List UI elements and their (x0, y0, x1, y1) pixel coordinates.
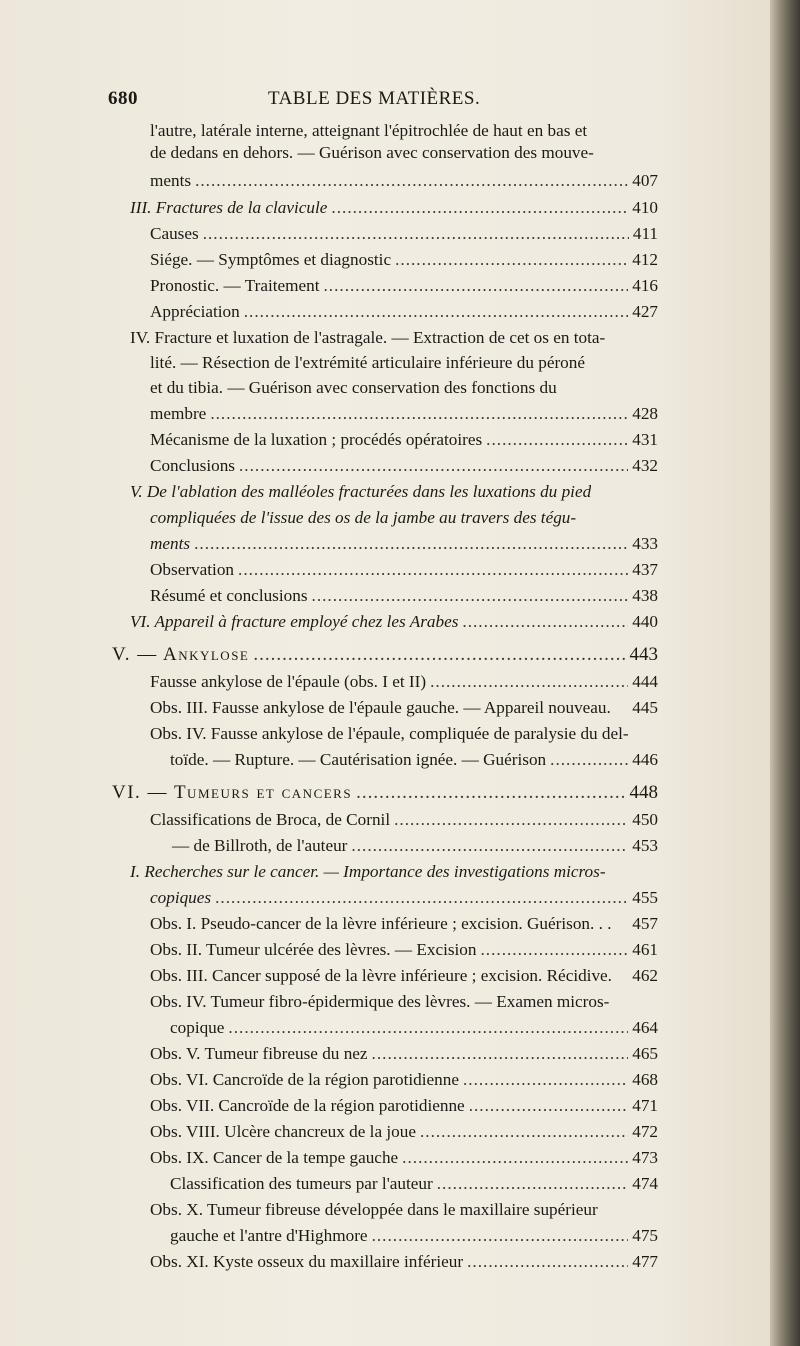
toc-page-number: 443 (629, 644, 658, 665)
toc-page-number: 427 (632, 302, 658, 321)
toc-page-number: 410 (632, 198, 658, 217)
toc-entry: Pronostic. — Traitement ..... 416 (150, 273, 658, 299)
toc-entry: VI. Appareil à fracture employé chez les Arabes ..... 440 (130, 609, 658, 635)
toc-page-number: 462 (632, 966, 658, 985)
toc-page-number: 450 (632, 810, 658, 829)
toc-page-number: 433 (632, 534, 658, 553)
toc-line: Obs. I. Pseudo-cancer de la lèvre inférieure ; excision. Guérison. . . 457 (150, 911, 658, 937)
toc-page-number: 465 (632, 1044, 658, 1063)
page-header (108, 88, 688, 112)
toc-page-number: 457 (632, 914, 658, 933)
toc-section-heading: V. — Ankylose ..... 443 (112, 642, 658, 668)
toc-entry: — de Billroth, de l'auteur ..... 453 (172, 833, 658, 859)
toc-line: lité. — Résection de l'extrémité articulaire inférieure du péroné (150, 353, 585, 372)
toc-entry: Causes ..... 411 (150, 221, 658, 247)
toc-page-number: 455 (632, 888, 658, 907)
toc-entry: copiques ..... 455 (150, 885, 658, 911)
toc-page-number: 412 (632, 250, 658, 269)
toc-line: Obs. III. Fausse ankylose de l'épaule gauche. — Appareil nouveau. 445 (150, 695, 658, 721)
toc-line: V. De l'ablation des malléoles fracturées dans les luxations du pied (130, 482, 592, 501)
toc-entry: membre ..... 428 (150, 401, 658, 427)
toc-entry: Obs. VII. Cancroïde de la région parotidienne ..... 471 (150, 1093, 658, 1119)
toc-entry: Classification des tumeurs par l'auteur ..... 474 (170, 1171, 658, 1197)
toc-entry: ments ..... 407 (150, 168, 658, 194)
toc-page-number: 468 (632, 1070, 658, 1089)
toc-page-number: 448 (629, 782, 658, 803)
toc-page-number: 411 (632, 224, 658, 243)
toc-page-number: 477 (632, 1252, 658, 1271)
toc-entry: Obs. II. Tumeur ulcérée des lèvres. — Excision ..... 461 (150, 937, 658, 963)
toc-entry: Observation ..... 437 (150, 557, 658, 583)
toc-entry: Obs. XI. Kyste osseux du maxillaire inférieur ..... 477 (150, 1249, 658, 1275)
toc-page-number: 437 (632, 560, 658, 579)
toc-entry: copique ..... 464 (170, 1015, 658, 1041)
toc-section-heading: VI. — Tumeurs et cancers ..... 448 (112, 780, 658, 806)
toc-line: Obs. IV. Tumeur fibro-épidermique des lèvres. — Examen micros- (150, 992, 610, 1011)
toc-page-number: 416 (632, 276, 658, 295)
toc-entry: Appréciation ..... 427 (150, 299, 658, 325)
toc-line: Obs. IV. Fausse ankylose de l'épaule, compliquée de paralysie du del- (150, 724, 629, 743)
toc-entry: Obs. VI. Cancroïde de la région parotidienne ..... 468 (150, 1067, 658, 1093)
toc-page-number: 440 (632, 612, 658, 631)
toc-page-number: 445 (632, 698, 658, 717)
toc-page-number: 475 (632, 1226, 658, 1245)
toc-entry: Obs. IX. Cancer de la tempe gauche ..... 473 (150, 1145, 658, 1171)
toc-page-number: 428 (632, 404, 658, 423)
toc-page-number: 446 (632, 750, 658, 769)
toc-line: l'autre, latérale interne, atteignant l'épitrochlée de haut en bas et (150, 121, 588, 140)
toc-line: de dedans en dehors. — Guérison avec conservation des mouve- (150, 143, 594, 162)
toc-line: Obs. X. Tumeur fibreuse développée dans le maxillaire supérieur (150, 1200, 598, 1219)
toc-entry: Siége. — Symptômes et diagnostic ..... 412 (150, 247, 658, 273)
toc-line: Obs. III. Cancer supposé de la lèvre inférieure ; excision. Récidive. 462 (150, 963, 658, 989)
toc-entry: ments ..... 433 (150, 531, 658, 557)
toc-entry: Résumé et conclusions ..... 438 (150, 583, 658, 609)
toc-page-number: 407 (632, 171, 658, 190)
toc-page-number: 438 (632, 586, 658, 605)
toc-line: compliquées de l'issue des os de la jambe au travers des tégu- (150, 508, 577, 527)
toc-entry: gauche et l'antre d'Highmore ..... 475 (170, 1223, 658, 1249)
page-edge-shadow (770, 0, 800, 1346)
toc-entry: III. Fractures de la clavicule ..... 410 (130, 195, 658, 221)
toc-page-number: 474 (632, 1174, 658, 1193)
toc-page-number: 453 (632, 836, 658, 855)
toc-entry: Mécanisme de la luxation ; procédés opératoires ..... 431 (150, 427, 658, 453)
toc-page-number: 472 (632, 1122, 658, 1141)
toc-page-number: 431 (632, 430, 658, 449)
toc-page-number: 471 (632, 1096, 658, 1115)
toc-page-number: 432 (632, 456, 658, 475)
toc-page-number: 461 (632, 940, 658, 959)
toc-line: et du tibia. — Guérison avec conservation des fonctions du (150, 378, 557, 397)
page-number: 680 (108, 88, 138, 109)
running-title: TABLE DES MATIÈRES. (268, 88, 481, 109)
toc-entry: Obs. VIII. Ulcère chancreux de la joue ..... 472 (150, 1119, 658, 1145)
toc-entry: Conclusions ..... 432 (150, 453, 658, 479)
toc-page-number: 464 (632, 1018, 658, 1037)
toc-line: IV. Fracture et luxation de l'astragale. — Extraction de cet os en tota- (130, 328, 606, 347)
toc-page-number: 473 (632, 1148, 658, 1167)
toc-entry: Obs. V. Tumeur fibreuse du nez ..... 465 (150, 1041, 658, 1067)
toc-line: I. Recherches sur le cancer. — Importance des investigations micros- (130, 862, 606, 881)
toc-entry: Classifications de Broca, de Cornil ..... 450 (150, 807, 658, 833)
toc-page-number: 444 (632, 672, 658, 691)
toc-entry: Fausse ankylose de l'épaule (obs. I et II) ..... 444 (150, 669, 658, 695)
toc-entry: toïde. — Rupture. — Cautérisation ignée. — Guérison ..... 446 (170, 747, 658, 773)
